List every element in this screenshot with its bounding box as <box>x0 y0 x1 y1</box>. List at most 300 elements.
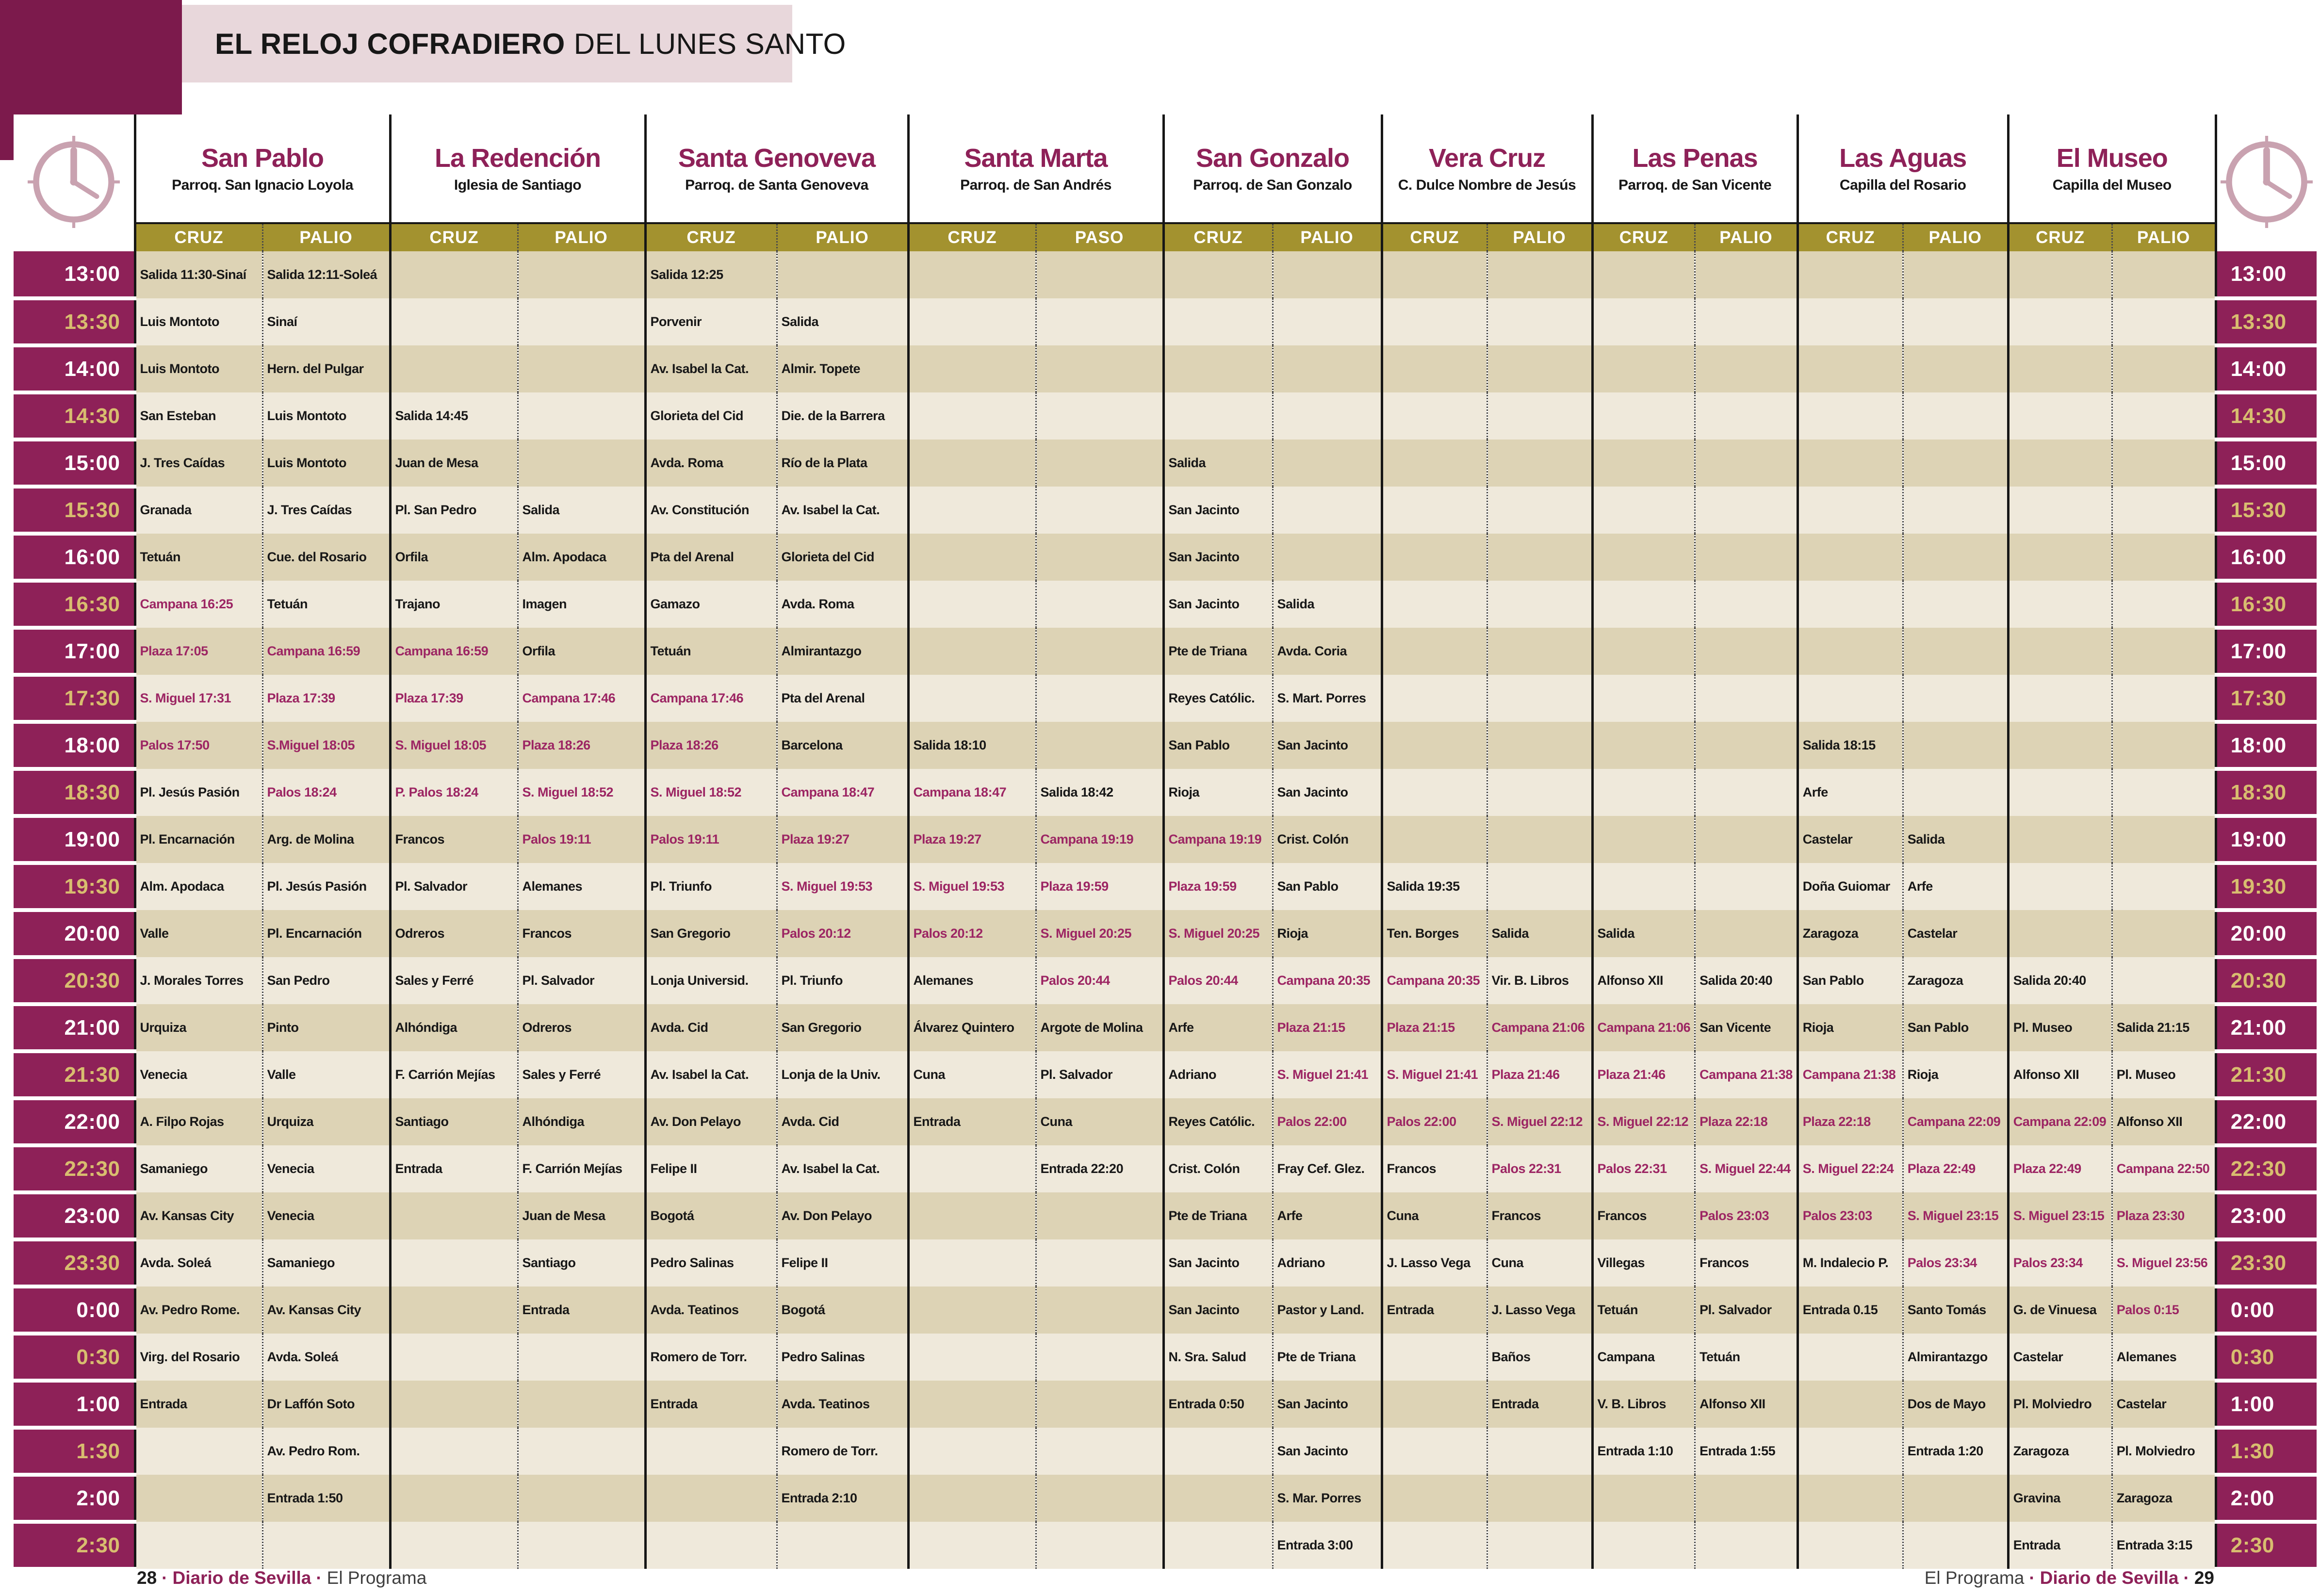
schedule-row <box>14 957 2317 1004</box>
schedule-cell: J. Tres Caídas <box>262 487 390 534</box>
schedule-cell: Salida 18:10 <box>908 722 1036 769</box>
schedule-cell-highlight: Campana 22:50 <box>2116 1161 2210 1176</box>
schedule-cell <box>908 910 1036 957</box>
schedule-cell: Romero de Torr. <box>645 1334 777 1381</box>
schedule-cell-highlight: Plaza 19:59 <box>1040 879 1109 894</box>
schedule-cell <box>262 769 390 816</box>
schedule-cell: Zaragoza <box>2008 1428 2112 1475</box>
schedule-cell <box>390 345 518 392</box>
schedule-row <box>14 1145 2317 1192</box>
schedule-cell <box>518 1334 645 1381</box>
schedule-cell <box>2008 816 2112 863</box>
church-header-1 <box>135 114 390 223</box>
schedule-cell <box>2112 534 2216 581</box>
schedule-cell: Pl. Museo <box>2112 1051 2216 1098</box>
schedule-cell: Pl. San Pedro <box>390 487 518 534</box>
schedule-cell <box>1797 1051 1903 1098</box>
subcolumn-header-cruz: CRUZ <box>1382 223 1487 251</box>
schedule-cell: Santo Tomás <box>1903 1287 2008 1334</box>
time-label-left: 16:00 <box>14 534 135 581</box>
church-header-6 <box>1382 114 1592 223</box>
schedule-cell: F. Carrión Mejías <box>518 1145 645 1192</box>
time-label-left: 17:00 <box>14 628 135 675</box>
schedule-cell-highlight: Campana 18:47 <box>913 785 1007 799</box>
schedule-cell: Salida <box>1487 910 1592 957</box>
schedule-cell <box>518 251 645 298</box>
schedule-cell <box>1036 440 1163 487</box>
schedule-cell-highlight: Plaza 18:26 <box>650 738 719 752</box>
schedule-cell: Romero de Torr. <box>777 1428 908 1475</box>
schedule-cell <box>1382 675 1487 722</box>
church-header-7 <box>1592 114 1797 223</box>
schedule-cell: Avda. Teatinos <box>645 1287 777 1334</box>
schedule-cell: Tetuán <box>1592 1287 1695 1334</box>
schedule-cell <box>1382 1098 1487 1145</box>
time-label-right: 22:00 <box>2216 1098 2317 1145</box>
schedule-cell: Alhóndiga <box>390 1004 518 1051</box>
schedule-cell <box>1695 1522 1798 1569</box>
schedule-cell: Adriano <box>1163 1051 1273 1098</box>
schedule-cell <box>2008 581 2112 628</box>
schedule-cell <box>2008 675 2112 722</box>
schedule-cell: Imagen <box>518 581 645 628</box>
schedule-cell: Reyes Católic. <box>1163 675 1273 722</box>
time-label-right: 21:00 <box>2216 1004 2317 1051</box>
schedule-cell <box>1036 816 1163 863</box>
schedule-cell: Pta del Arenal <box>777 675 908 722</box>
subcolumn-header-palio: PALIO <box>518 223 645 251</box>
time-label-right: 1:00 <box>2216 1381 2317 1428</box>
schedule-cell <box>908 1475 1036 1522</box>
schedule-cell <box>1382 345 1487 392</box>
schedule-cell: Zaragoza <box>1903 957 2008 1004</box>
schedule-cell <box>518 345 645 392</box>
time-label-left: 22:30 <box>14 1145 135 1192</box>
church-name: Las Penas <box>1632 144 1758 173</box>
schedule-row <box>14 628 2317 675</box>
schedule-cell <box>2008 440 2112 487</box>
schedule-cell: Valle <box>135 910 262 957</box>
subcolumn-header-cruz: CRUZ <box>390 223 518 251</box>
schedule-cell: Avda. Soleá <box>135 1239 262 1287</box>
schedule-cell <box>2112 816 2216 863</box>
schedule-cell: Pl. Museo <box>2008 1004 2112 1051</box>
church-name: San Gonzalo <box>1195 144 1350 173</box>
schedule-cell: S. Mar. Porres <box>1273 1475 1382 1522</box>
schedule-cell <box>1695 628 1798 675</box>
schedule-cell: Urquiza <box>262 1098 390 1145</box>
schedule-cell <box>1273 392 1382 440</box>
schedule-cell: Salida <box>518 487 645 534</box>
schedule-cell: Entrada <box>135 1381 262 1428</box>
schedule-cell: Avda. Teatinos <box>777 1381 908 1428</box>
schedule-cell-highlight: S. Miguel 20:25 <box>1168 926 1260 941</box>
schedule-cell-highlight: Plaza 17:05 <box>140 644 208 658</box>
schedule-cell <box>777 1522 908 1569</box>
schedule-cell <box>1382 392 1487 440</box>
schedule-row <box>14 1192 2317 1239</box>
schedule-cell-highlight: Palos 20:12 <box>913 926 983 941</box>
schedule-cell: San Pablo <box>1163 722 1273 769</box>
schedule-cell <box>1797 1192 1903 1239</box>
page-title <box>215 27 846 61</box>
schedule-cell: Río de la Plata <box>777 440 908 487</box>
schedule-cell <box>2008 251 2112 298</box>
time-label-right: 14:00 <box>2216 345 2317 392</box>
schedule-cell-highlight: Palos 23:03 <box>1802 1208 1872 1223</box>
schedule-cell: Arfe <box>1797 769 1903 816</box>
schedule-cell <box>1487 298 1592 345</box>
schedule-cell: Entrada 0:50 <box>1163 1381 1273 1428</box>
schedule-cell <box>777 251 908 298</box>
time-label-left: 15:30 <box>14 487 135 534</box>
schedule-cell: Glorieta del Cid <box>645 392 777 440</box>
church-parish: C. Dulce Nombre de Jesús <box>1398 177 1576 193</box>
time-label-right: 1:30 <box>2216 1428 2317 1475</box>
schedule-cell <box>2008 1098 2112 1145</box>
schedule-cell: Entrada <box>645 1381 777 1428</box>
schedule-cell <box>1036 1334 1163 1381</box>
schedule-cell: San Vicente <box>1695 1004 1798 1051</box>
schedule-cell <box>1163 816 1273 863</box>
time-label-right: 2:30 <box>2216 1522 2317 1569</box>
schedule-cell <box>1273 345 1382 392</box>
schedule-cell <box>1592 816 1695 863</box>
schedule-table <box>14 114 2317 1571</box>
schedule-cell: Rioja <box>1797 1004 1903 1051</box>
schedule-cell <box>1487 251 1592 298</box>
schedule-cell: Salida 14:45 <box>390 392 518 440</box>
schedule-cell-highlight: Palos 23:03 <box>1699 1208 1769 1223</box>
schedule-cell: Crist. Colón <box>1273 816 1382 863</box>
footer-right-brand: Diario de Sevilla <box>2040 1568 2179 1588</box>
schedule-cell-highlight: Palos 23:34 <box>2013 1255 2083 1270</box>
schedule-cell <box>390 628 518 675</box>
schedule-cell: J. Lasso Vega <box>1487 1287 1592 1334</box>
time-label-right: 17:30 <box>2216 675 2317 722</box>
schedule-cell <box>2008 1239 2112 1287</box>
time-label-left: 19:00 <box>14 816 135 863</box>
schedule-cell-highlight: Campana 21:06 <box>1597 1020 1691 1035</box>
subcolumn-header-cruz: CRUZ <box>135 223 262 251</box>
schedule-cell: Salida <box>777 298 908 345</box>
schedule-cell <box>1797 392 1903 440</box>
church-parish: Parroq. de Santa Genoveva <box>685 177 868 193</box>
schedule-cell-highlight: Plaza 23:30 <box>2116 1208 2185 1223</box>
schedule-cell <box>518 440 645 487</box>
schedule-cell: Virg. del Rosario <box>135 1334 262 1381</box>
schedule-cell <box>645 675 777 722</box>
schedule-cell: Luis Montoto <box>135 298 262 345</box>
schedule-row <box>14 1098 2317 1145</box>
schedule-cell: Entrada 1:20 <box>1903 1428 2008 1475</box>
footer-right-page-number: 29 <box>2194 1568 2214 1588</box>
schedule-cell <box>908 581 1036 628</box>
footer-separator: · <box>316 1568 322 1588</box>
schedule-cell <box>1382 816 1487 863</box>
right-clock-cell <box>2216 114 2317 251</box>
footer-left-program: El Programa <box>327 1568 427 1588</box>
schedule-cell <box>1036 863 1163 910</box>
schedule-cell: Salida 12:25 <box>645 251 777 298</box>
schedule-cell <box>1163 392 1273 440</box>
schedule-cell <box>1036 1522 1163 1569</box>
schedule-cell: Salida 12:11-Soleá <box>262 251 390 298</box>
schedule-cell-highlight: S. Miguel 18:52 <box>650 785 742 799</box>
schedule-cell <box>645 722 777 769</box>
schedule-cell <box>1592 487 1695 534</box>
time-label-right: 14:30 <box>2216 392 2317 440</box>
schedule-cell <box>1903 251 2008 298</box>
time-label-left: 23:00 <box>14 1192 135 1239</box>
schedule-cell <box>1273 298 1382 345</box>
schedule-cell <box>518 392 645 440</box>
schedule-cell <box>1592 1522 1695 1569</box>
schedule-cell: Hern. del Pulgar <box>262 345 390 392</box>
schedule-cell <box>1487 345 1592 392</box>
schedule-cell: Entrada 1:10 <box>1592 1428 1695 1475</box>
schedule-cell: Entrada <box>908 1098 1036 1145</box>
schedule-cell <box>135 1428 262 1475</box>
schedule-cell: Rioja <box>1163 769 1273 816</box>
church-header-4 <box>908 114 1163 223</box>
schedule-cell-highlight: Plaza 21:15 <box>1277 1020 1345 1035</box>
schedule-cell <box>1903 1145 2008 1192</box>
schedule-cell-highlight: S. Miguel 20:25 <box>1040 926 1132 941</box>
church-parish: Parroq. de San Andrés <box>960 177 1111 193</box>
schedule-cell <box>908 487 1036 534</box>
schedule-cell: Alemanes <box>518 863 645 910</box>
schedule-cell-highlight: Palos 19:11 <box>522 832 591 847</box>
schedule-cell <box>1797 1145 1903 1192</box>
schedule-cell <box>1592 1145 1695 1192</box>
schedule-cell <box>390 1428 518 1475</box>
schedule-row <box>14 440 2317 487</box>
schedule-cell-highlight: Campana 19:19 <box>1168 832 1262 847</box>
schedule-row <box>14 863 2317 910</box>
schedule-cell: Salida <box>1273 581 1382 628</box>
schedule-row <box>14 1475 2317 1522</box>
schedule-cell <box>2112 1145 2216 1192</box>
time-label-right: 15:30 <box>2216 487 2317 534</box>
schedule-cell: Porvenir <box>645 298 777 345</box>
schedule-cell <box>1163 1475 1273 1522</box>
schedule-cell <box>1592 769 1695 816</box>
schedule-cell <box>1797 251 1903 298</box>
schedule-cell <box>1797 1428 1903 1475</box>
schedule-cell <box>1797 1522 1903 1569</box>
schedule-cell-highlight: Campana 18:47 <box>781 785 875 799</box>
schedule-cell: Avda. Roma <box>645 440 777 487</box>
schedule-cell <box>1036 1381 1163 1428</box>
schedule-cell: Adriano <box>1273 1239 1382 1287</box>
schedule-cell: Samaniego <box>262 1239 390 1287</box>
page-title-bold: EL RELOJ COFRADIERO <box>215 27 565 60</box>
schedule-cell <box>1903 1192 2008 1239</box>
schedule-cell: Crist. Colón <box>1163 1145 1273 1192</box>
schedule-cell <box>1797 581 1903 628</box>
schedule-cell: Álvarez Quintero <box>908 1004 1036 1051</box>
schedule-cell <box>777 863 908 910</box>
schedule-cell <box>1592 1475 1695 1522</box>
schedule-cell <box>1036 251 1163 298</box>
subcolumn-header-palio: PALIO <box>777 223 908 251</box>
church-header-2 <box>390 114 645 223</box>
schedule-cell <box>2008 1145 2112 1192</box>
schedule-cell <box>2008 345 2112 392</box>
schedule-cell: Pl. Encarnación <box>262 910 390 957</box>
schedule-cell <box>1036 1287 1163 1334</box>
schedule-cell <box>1036 1239 1163 1287</box>
schedule-row <box>14 298 2317 345</box>
schedule-cell-highlight: Campana 22:09 <box>2013 1114 2107 1129</box>
subcolumn-header-paso: PASO <box>1036 223 1163 251</box>
schedule-cell <box>1036 534 1163 581</box>
schedule-cell <box>135 581 262 628</box>
schedule-cell: Odreros <box>518 1004 645 1051</box>
schedule-cell <box>908 1287 1036 1334</box>
schedule-cell <box>1382 1051 1487 1098</box>
schedule-cell: San Jacinto <box>1163 534 1273 581</box>
schedule-cell: San Jacinto <box>1273 1381 1382 1428</box>
schedule-cell: Bogotá <box>777 1287 908 1334</box>
schedule-cell: Av. Isabel la Cat. <box>645 1051 777 1098</box>
schedule-cell-highlight: S. Miguel 22:24 <box>1802 1161 1894 1176</box>
schedule-cell-highlight: Campana 21:38 <box>1802 1067 1896 1082</box>
schedule-cell <box>390 298 518 345</box>
schedule-cell <box>2008 628 2112 675</box>
schedule-row <box>14 487 2317 534</box>
schedule-row <box>14 769 2317 816</box>
schedule-cell: Alemanes <box>908 957 1036 1004</box>
schedule-cell <box>2112 675 2216 722</box>
schedule-cell: Granada <box>135 487 262 534</box>
schedule-cell <box>1487 1428 1592 1475</box>
schedule-cell-highlight: Palos 22:31 <box>1491 1161 1561 1176</box>
schedule-cell <box>1163 910 1273 957</box>
schedule-cell <box>1163 1428 1273 1475</box>
schedule-cell <box>1695 863 1798 910</box>
schedule-cell: San Jacinto <box>1273 722 1382 769</box>
schedule-cell <box>1487 769 1592 816</box>
schedule-cell: Valle <box>262 1051 390 1098</box>
footer-separator: · <box>162 1568 168 1588</box>
schedule-cell <box>1036 675 1163 722</box>
schedule-cell-highlight: P. Palos 18:24 <box>395 785 478 799</box>
schedule-cell: Castelar <box>2008 1334 2112 1381</box>
schedule-cell <box>1592 251 1695 298</box>
schedule-cell-highlight: S. Miguel 23:56 <box>2116 1255 2208 1270</box>
schedule-cell: Odreros <box>390 910 518 957</box>
subcolumn-header-palio: PALIO <box>1487 223 1592 251</box>
schedule-cell: Tetuán <box>645 628 777 675</box>
time-label-right: 19:00 <box>2216 816 2317 863</box>
schedule-cell: Pl. Jesús Pasión <box>262 863 390 910</box>
church-name: Santa Genoveva <box>678 144 876 173</box>
schedule-cell: Pl. Triunfo <box>777 957 908 1004</box>
time-label-left: 21:30 <box>14 1051 135 1098</box>
time-label-left: 2:00 <box>14 1475 135 1522</box>
schedule-cell: Tetuán <box>262 581 390 628</box>
schedule-cell: Salida 11:30-Sinaí <box>135 251 262 298</box>
schedule-cell: Alhóndiga <box>518 1098 645 1145</box>
schedule-cell <box>1487 392 1592 440</box>
schedule-cell <box>908 1522 1036 1569</box>
schedule-cell: Gamazo <box>645 581 777 628</box>
schedule-cell: Alemanes <box>2112 1334 2216 1381</box>
schedule-cell <box>135 1475 262 1522</box>
schedule-cell <box>2112 392 2216 440</box>
schedule-cell: Pl. Salvador <box>1036 1051 1163 1098</box>
schedule-cell: Salida 18:42 <box>1036 769 1163 816</box>
schedule-cell: Zaragoza <box>2112 1475 2216 1522</box>
schedule-cell <box>1487 722 1592 769</box>
schedule-cell: San Jacinto <box>1163 487 1273 534</box>
schedule-cell <box>1487 534 1592 581</box>
schedule-cell <box>1695 816 1798 863</box>
schedule-cell: Arfe <box>1163 1004 1273 1051</box>
schedule-cell-highlight: Plaza 22:18 <box>1802 1114 1871 1129</box>
schedule-cell <box>645 816 777 863</box>
schedule-cell: Arfe <box>1903 863 2008 910</box>
church-name: Las Aguas <box>1839 144 1967 173</box>
schedule-cell <box>1592 392 1695 440</box>
schedule-cell: Luis Montoto <box>262 392 390 440</box>
schedule-row <box>14 581 2317 628</box>
schedule-cell <box>1382 722 1487 769</box>
schedule-cell <box>1592 1004 1695 1051</box>
subcolumn-header-palio: PALIO <box>2112 223 2216 251</box>
schedule-cell: Sinaí <box>262 298 390 345</box>
schedule-cell <box>1382 251 1487 298</box>
time-label-left: 2:30 <box>14 1522 135 1569</box>
schedule-cell: Almir. Topete <box>777 345 908 392</box>
schedule-cell <box>1592 1098 1695 1145</box>
schedule-cell <box>1487 628 1592 675</box>
schedule-cell: Tetuán <box>1695 1334 1798 1381</box>
schedule-cell: Dos de Mayo <box>1903 1381 2008 1428</box>
schedule-cell <box>1903 392 2008 440</box>
time-label-left: 14:00 <box>14 345 135 392</box>
schedule-cell <box>1903 487 2008 534</box>
schedule-cell <box>2112 487 2216 534</box>
schedule-cell-highlight: Plaza 19:27 <box>781 832 850 847</box>
schedule-cell-highlight: Plaza 22:49 <box>1907 1161 1976 1176</box>
schedule-cell <box>2008 722 2112 769</box>
church-parish: Parroq. de San Vicente <box>1618 177 1772 193</box>
schedule-cell: Av. Kansas City <box>135 1192 262 1239</box>
schedule-cell: Pl. Salvador <box>390 863 518 910</box>
schedule-cell: Entrada <box>1382 1287 1487 1334</box>
time-label-left: 1:30 <box>14 1428 135 1475</box>
time-label-right: 16:30 <box>2216 581 2317 628</box>
schedule-cell: Orfila <box>390 534 518 581</box>
schedule-row <box>14 1287 2317 1334</box>
schedule-cell: Arfe <box>1273 1192 1382 1239</box>
schedule-cell: Pl. Jesús Pasión <box>135 769 262 816</box>
schedule-cell-highlight: S. Miguel 21:41 <box>1387 1067 1478 1082</box>
time-label-left: 20:00 <box>14 910 135 957</box>
schedule-cell <box>2112 581 2216 628</box>
schedule-cell: Francos <box>518 910 645 957</box>
schedule-cell <box>1903 769 2008 816</box>
time-label-right: 18:30 <box>2216 769 2317 816</box>
time-label-right: 2:00 <box>2216 1475 2317 1522</box>
time-label-right: 20:00 <box>2216 910 2317 957</box>
schedule-cell: Francos <box>390 816 518 863</box>
schedule-cell <box>1903 1239 2008 1287</box>
schedule-cell-highlight: Campana 17:46 <box>522 691 616 705</box>
